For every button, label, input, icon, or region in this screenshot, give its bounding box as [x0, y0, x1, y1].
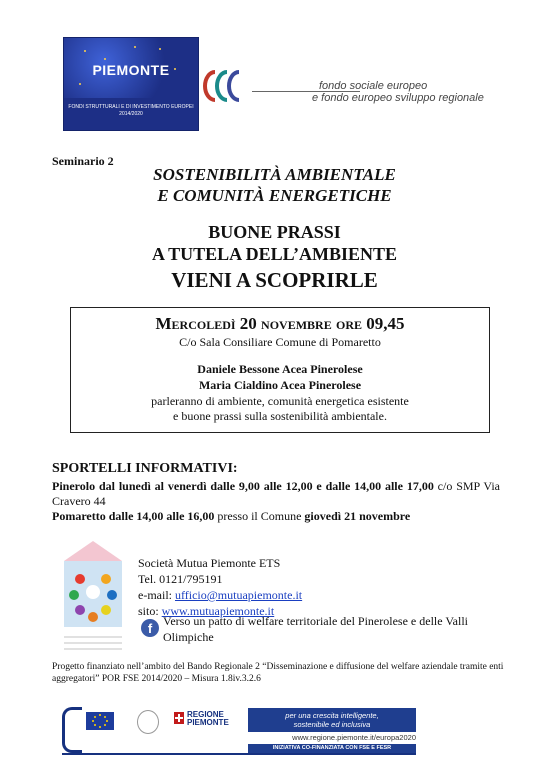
sportello-pomaretto: Pomaretto dalle 14,00 alle 16,00 presso il Comune giovedì 21 novembre: [52, 509, 411, 523]
event-description: e buone prassi sulla sostenibilità ambientale.: [173, 409, 387, 423]
theme-title: SOSTENIBILITÀ AMBIENTALE E COMUNITÀ ENERGETICHE: [153, 165, 396, 205]
seminar-label: Seminario 2: [52, 154, 114, 168]
welfare-pact: Verso un patto di welfare territoriale del Pinerolese e delle Valli Olimpiche: [163, 614, 469, 644]
event-date: Mercoledì 20 novembre ore 09,45: [155, 314, 405, 333]
funding-footer: [62, 707, 416, 755]
italian-republic-emblem-icon: [137, 710, 159, 734]
mutua-piemonte-logo: [58, 537, 128, 659]
org-name: Società Mutua Piemonte ETS: [138, 556, 281, 570]
eu-flag-icon: [86, 712, 114, 730]
project-note: Progetto finanziato nell’ambito del Bando Regionale 2 “Disseminazione e diffusione del welfare aziendale tramite enti aggregatori” POR FSE 2014/2020 – Misura 1.8iv.3.2.6: [52, 662, 504, 684]
europa2020-url[interactable]: www.regione.piemonte.it/europa2020: [292, 733, 416, 742]
sportello-pinerolo: Pinerolo dal lunedì al venerdì dalle 9,00 alle 12,00 e dalle 14,00 alle 17,00 c/o SMP Via Cravero 44: [52, 479, 500, 508]
main-title: BUONE PRASSI A TUTELA DELL’AMBIENTE: [151, 222, 398, 264]
speaker: Maria Cialdino Acea Pinerolese: [198, 378, 362, 392]
logo-subtitle: FONDI STRUTTURALI E DI INVESTIMENTO EUROPEI 2014/2020: [68, 104, 194, 117]
piemonte-fondi-logo: [63, 37, 199, 131]
email-line: e-mail: ufficio@mutuapiemonte.it: [138, 588, 303, 602]
email-link[interactable]: ufficio@mutuapiemonte.it: [174, 588, 303, 602]
event-place: C/o Sala Consiliare Comune di Pomaretto: [179, 335, 381, 349]
footer-underline: [62, 753, 416, 755]
event-description: parleranno di ambiente, comunità energetica esistente: [151, 394, 409, 408]
logo-word: PIEMONTE: [92, 62, 170, 78]
fund-caption: fondo sociale europeo e fondo europeo sviluppo regionale: [312, 80, 484, 104]
cofinanced-band: INIZIATIVA CO-FINANZIATA CON FSE E FESR: [248, 744, 416, 753]
contact-block: [138, 555, 302, 619]
footer-frame: [62, 707, 82, 753]
regione-piemonte-flag-icon: [174, 712, 184, 724]
facebook-icon[interactable]: f: [141, 619, 159, 637]
phone: Tel. 0121/795191: [138, 572, 223, 586]
tagline: VIENI A SCOPRIRLE: [171, 268, 378, 292]
europa2020-band: per una crescita intelligente, sostenibile ed inclusiva: [248, 708, 416, 732]
regione-piemonte: REGIONE PIEMONTE: [187, 710, 229, 727]
sportelli-heading: SPORTELLI INFORMATIVI:: [52, 461, 238, 476]
site-line: sito: www.mutuapiemonte.it: [138, 604, 275, 618]
speaker: Daniele Bessone Acea Pinerolese: [197, 362, 363, 376]
fondi-europei-ccc-logo: [203, 70, 247, 102]
site-link[interactable]: www.mutuapiemonte.it: [161, 604, 275, 618]
event-box: [70, 307, 490, 433]
